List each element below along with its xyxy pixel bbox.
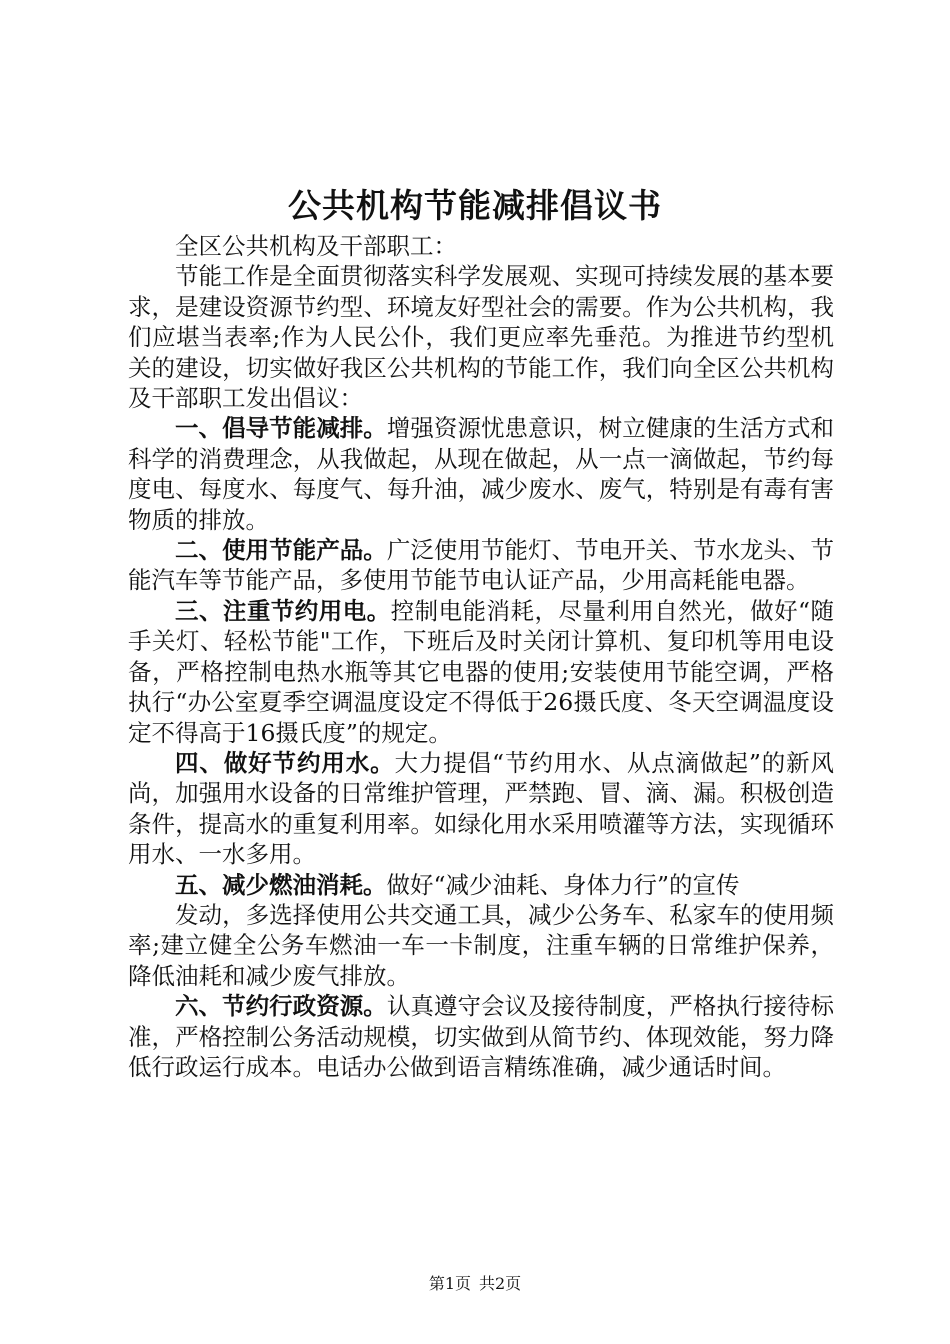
section-4 bbox=[128, 748, 834, 870]
section-heading: 三、注重节约用电。 bbox=[175, 596, 391, 625]
section-6 bbox=[128, 991, 834, 1082]
section-text: 认真遵守会议及接待制度，严格执行接待标准，严格控制公务活动规模，切实做到从简节约、体现效能，努力降低行政运行成本。电话办公做到语言精练准确，减少通话时间。 bbox=[128, 992, 835, 1081]
section-text: 增强资源忧患意识，树立健康的生活方式和科学的消费理念，从我做起，从现在做起，从一点一滴做起，节约每度电、每度水、每度气、每升油，减少废水、废气，特别是有毒有害物质的排放。 bbox=[128, 414, 835, 534]
intro-paragraph: 节能工作是全面贯彻落实科学发展观、实现可持续发展的基本要求，是建设资源节约型、环境友好型社会的需要。作为公共机构，我们应堪当表率;作为人民公仆，我们更应率先垂范。为推进节约型机关的建设，切实做好我区公共机构的节能工作，我们向全区公共机构及干部职工发出倡议： bbox=[128, 262, 834, 413]
section-text: 大力提倡“节约用水、从点滴做起”的新风尚，加强用水设备的日常维护管理，严禁跑、冒、滴、漏。积极创造条件，提高水的重复利用率。如绿化用水采用喷灌等方法，实现循环用水、一水多用。 bbox=[128, 748, 835, 869]
section-text: 广泛使用节能灯、节电开关、节水龙头、节能汽车等节能产品，多使用节能节电认证产品，少用高耗能电器。 bbox=[128, 536, 835, 595]
section-2 bbox=[128, 535, 834, 596]
section-heading: 五、减少燃油消耗。 bbox=[175, 870, 387, 899]
section-5 bbox=[128, 870, 834, 900]
section-text: 发动，多选择使用公共交通工具，减少公务车、私家车的使用频率;建立健全公务车燃油一车一卡制度，注重车辆的日常维护保养，降低油耗和减少废气排放。 bbox=[128, 900, 834, 990]
section-heading: 一、倡导节能减排。 bbox=[175, 414, 387, 443]
document-title: 公共机构节能减排倡议书 bbox=[288, 186, 662, 225]
section-1 bbox=[128, 413, 834, 535]
page-total: 共2页 bbox=[479, 1274, 522, 1293]
page-footer bbox=[0, 1273, 950, 1295]
page-number: 第1页 bbox=[428, 1274, 471, 1293]
section-heading: 二、使用节能产品。 bbox=[175, 536, 387, 565]
section-text: 做好“减少油耗、身体力行”的宣传 bbox=[386, 870, 740, 899]
salutation: 全区公共机构及干部职工： bbox=[175, 232, 457, 260]
section-3 bbox=[128, 596, 834, 748]
section-5-continued bbox=[128, 900, 834, 991]
section-heading: 四、做好节约用水。 bbox=[175, 748, 395, 777]
section-text: 控制电能消耗，尽量利用自然光，做好“随手关灯、轻松节能"工作，下班后及时关闭计算机、复印机等用电设备，严格控制电热水瓶等其它电器的使用;安装使用节能空调，严格执行“办公室夏季空调温度设定不得低于26摄氏度、冬天空调温度设定不得高于16摄氏度”的规定。 bbox=[128, 596, 835, 747]
document-body bbox=[128, 231, 834, 1082]
section-heading: 六、节约行政资源。 bbox=[175, 992, 387, 1021]
